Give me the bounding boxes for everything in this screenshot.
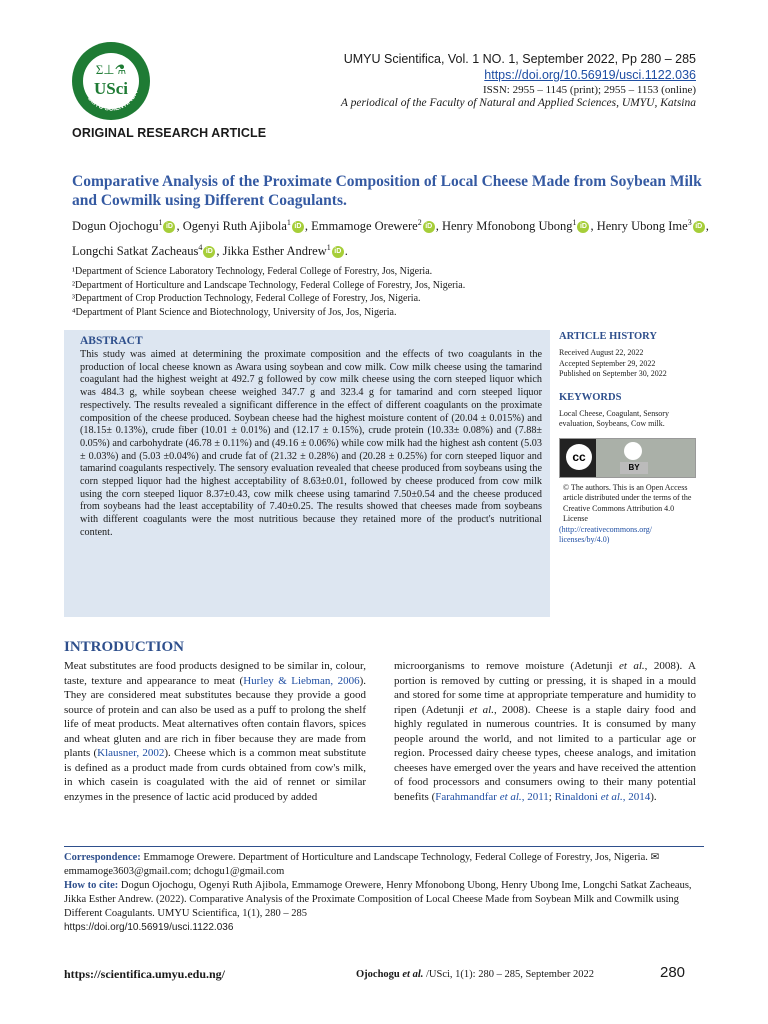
by-person-icon	[624, 442, 642, 460]
orcid-icon[interactable]: iD	[577, 221, 589, 233]
author-list: Dogun Ojochogu$^1$ iD , Ogenyi Ruth Ajibola$^1$ iD , Emmamoge Orewere$^2$ iD , Henry Mfonobong Ubong$^1$ iD , Henry Ubong Ime$^3$ iD , Longchi Satkat Zacheaus$^4$ iD , Jikka Esther Andrew$^1$ iD .	[72, 218, 709, 259]
affiliations	[72, 265, 465, 319]
footer-et-al: et al.	[402, 969, 424, 980]
how-to-cite-label: How to cite:	[64, 880, 119, 891]
logo-text: USci	[94, 79, 128, 98]
keywords-heading: KEYWORDS	[559, 391, 622, 403]
cc-by-badge[interactable]	[559, 438, 696, 478]
correspondence-emails[interactable]: emmamoge3603@gmail.com; dchogu1@gmail.com	[64, 866, 285, 877]
citation-link[interactable]: Rinaldoni et al., 2014	[554, 790, 651, 803]
author-name: Emmamoge Orewere	[311, 219, 418, 234]
author-affiliation-sup: 1	[326, 243, 331, 253]
author-affiliation-sup: 1	[286, 218, 291, 227]
journal-logo	[70, 40, 152, 122]
published-date: Published on September 30, 2022	[559, 369, 667, 378]
author-name: Jikka Esther Andrew	[222, 244, 327, 259]
mail-icon: ✉	[650, 852, 660, 863]
author-affiliation-sup: 3	[687, 218, 692, 227]
correspondence-block	[64, 851, 704, 935]
orcid-icon[interactable]: iD	[332, 246, 344, 258]
correspondence-label: Correspondence:	[64, 852, 141, 863]
footer-citation-text: /USci, 1(1): 280 – 285, September 2022	[426, 969, 594, 980]
author-name: Ogenyi Ruth Ajibola	[182, 219, 287, 234]
affiliation: ¹Department of Science Laboratory Technology, Federal College of Forestry, Jos, Nigeria.	[72, 266, 433, 277]
author-affiliation-sup: 4	[198, 243, 203, 253]
how-to-cite-text: Dogun Ojochogu, Ogenyi Ruth Ajibola, Emmamoge Orewere, Henry Mfonobong Ubong, Henry Ubong Ime, Longchi Satkat Zacheaus, Jikka Esther Andrew. (2022). Comparative Analysis of the Proximate Composition of Local Cheese Made from Soybean Milk and Cowmilk using Different Coagulants. UMYU Scientifica, 1(1), 280 – 285	[64, 880, 692, 919]
author-name: Dogun Ojochogu	[72, 219, 159, 234]
by-label: BY	[620, 462, 648, 474]
affiliation: ³Department of Crop Production Technology, Federal College of Forestry, Jos, Nigeria.	[72, 293, 421, 304]
intro-column-right: microorganisms to remove moisture (Adetunji et al., 2008). A portion is removed by cutting or pressing, it is shaped in a mould and stored for some time at appropriate temperature and humidity to ripen (Adetunji et al., 2008). Cheese is a staple dairy food and highly regulated in numerous countries. It is consumed by many people around the world, and not limited to a particular age or region. Processed dairy cheese types, cheese analogs, and imitation cheeses have emerged over the years and have received the attention of food processors and consumers owing to their many potential benefits (Farahmandfar et al., 2011; Rinaldoni et al., 2014).	[394, 660, 697, 803]
journal-citation: UMYU Scientifica, Vol. 1 NO. 1, September 2022, Pp 280 – 285	[343, 52, 696, 66]
periodical-note: A periodical of the Faculty of Natural and Applied Sciences, UMYU, Katsina	[340, 97, 696, 109]
how-to-cite-doi[interactable]: https://doi.org/10.56919/usci.1122.036	[64, 922, 234, 933]
article-history-heading: ARTICLE HISTORY	[559, 331, 657, 342]
citation-link[interactable]: Farahmandfar et al., 2011	[435, 790, 549, 803]
keywords-text: Local Cheese, Coagulant, Sensory evaluation, Soybeans, Cow milk.	[559, 408, 669, 428]
author-affiliation-sup: 1	[158, 218, 163, 227]
orcid-icon[interactable]: iD	[292, 221, 304, 233]
author-name: Longchi Satkat Zacheaus	[72, 244, 199, 259]
doi-link[interactable]: https://doi.org/10.56919/usci.1122.036	[484, 68, 696, 82]
intro-column-left: Meat substitutes are food products designed to be similar in, colour, taste, texture and appearance to meat (Hurley & Liebman, 2006). They are considered meat substitutes because they provide a good source of protein and can also be used as a puff to prolong the shelf life of meat products. Meat alternatives often contain flavors, spices and wheat gluten and are rich in fiber because they are made from plants (Klausner, 2002). Cheese which is a common meat substitute is defined as a product made from curds obtained from cow's milk, in which casein is coagulated with the aid of rennet or similar enzymes in the presence of lactic acid produced by added	[64, 660, 366, 803]
received-date: Received August 22, 2022	[559, 348, 644, 357]
affiliation: ²Department of Horticulture and Landscape Technology, Federal College of Forestry, Jos, Nigeria.	[72, 279, 466, 291]
abstract-heading: ABSTRACT	[80, 335, 143, 347]
article-type: ORIGINAL RESEARCH ARTICLE	[72, 126, 267, 140]
footer-citation	[356, 969, 594, 980]
affiliation: ⁴Department of Plant Science and Biotechnology, University of Jos, Jos, Nigeria.	[72, 306, 397, 318]
cc-icon: cc	[566, 444, 592, 470]
orcid-icon[interactable]: iD	[203, 246, 215, 258]
side-panel	[559, 331, 699, 546]
orcid-icon[interactable]: iD	[693, 221, 705, 233]
citation-link[interactable]: Hurley & Liebman, 2006	[243, 674, 360, 687]
license-text: © The authors. This is an Open Access article distributed under the terms of the Creative Commons Attribution 4.0 License	[563, 482, 692, 523]
author-affiliation-sup: 1	[572, 218, 577, 227]
footer-author: Ojochogu	[356, 969, 400, 980]
citation-link[interactable]: Klausner, 2002	[97, 747, 165, 759]
paper-title: Comparative Analysis of the Proximate Composition of Local Cheese Made from Soybean Milk and Cowmilk using Different Coagulants.	[72, 173, 702, 209]
author-name: Henry Mfonobong Ubong	[441, 219, 573, 234]
divider	[64, 846, 704, 847]
accepted-date: Accepted September 29, 2022	[559, 358, 656, 368]
correspondence-text: Emmamoge Orewere. Department of Horticulture and Landscape Technology, Federal College of Forestry, Jos, Nigeria.	[143, 852, 648, 863]
license-url[interactable]: (http://creativecommons.org/ licenses/by/4.0)	[559, 524, 652, 544]
author-affiliation-sup: 2	[417, 218, 422, 227]
issn: ISSN: 2955 – 1145 (print); 2955 – 1153 (online)	[482, 84, 696, 96]
page-number: 280	[660, 964, 686, 981]
logo-ring-text: UMYU SCIENTIFICA	[85, 89, 140, 113]
introduction-heading: INTRODUCTION	[64, 639, 185, 655]
abstract-text: This study was aimed at determining the proximate composition and the effects of two coagulants in the production of local cheese known as Awara using soybean and cow milk. Cow milk cheese using the tamarind coagulant had the highest weight at 492.7 g followed by cow milk cheese using the corn steeped liquor which was 484.3 g, while soybean cheese weighed 347.7 g and 323.4 g for tamarind and corn steeped liquor respectively. The results revealed a significant difference in the effect of different coagulants on the proximate composition of the cheese produced. Soybean cheese had the highest moisture content of (20.04 ± 0.015%) and (18.15± 0.13%), crude fiber (10.01 ± 0.01%) and (12.17 ± 0.15%), crude protein (10.33± 0.08%) and (7.88± 0.05%) and carbohydrate (46.78 ± 0.11%) and (49.16 ± 0.06%) while cow milk had the highest ash content (5.03 ± 0.03%) and (5.03 ±0.04%) and crude fat of (21.32 ± 0.28%) and (20.28 ± 0.25%) for corn steeped liquor and tamarind coagulants respectively. The sensory evaluation revealed that cheese produced from soybeans using the corn stepped liquor had the highest acceptability of 8.63±0.01, followed by cheese produced from cow milk using the corn steeped liquor 8.37±0.43, cow milk cheese using tamarind 7.50±0.54 and the cheese produced from soybeans had the least acceptability of 7.40±0.25. The results showed that cheeses made from soybeans with different coagulants were the most nutritious because they retained more of the product's nutritional content.	[80, 349, 542, 538]
author-name: Henry Ubong Ime	[596, 219, 688, 234]
svg-text:Σ⊥⚗: Σ⊥⚗	[95, 62, 127, 77]
orcid-icon[interactable]: iD	[163, 221, 175, 233]
footer-url[interactable]: https://scientifica.umyu.edu.ng/	[64, 967, 226, 981]
orcid-icon[interactable]: iD	[423, 221, 435, 233]
